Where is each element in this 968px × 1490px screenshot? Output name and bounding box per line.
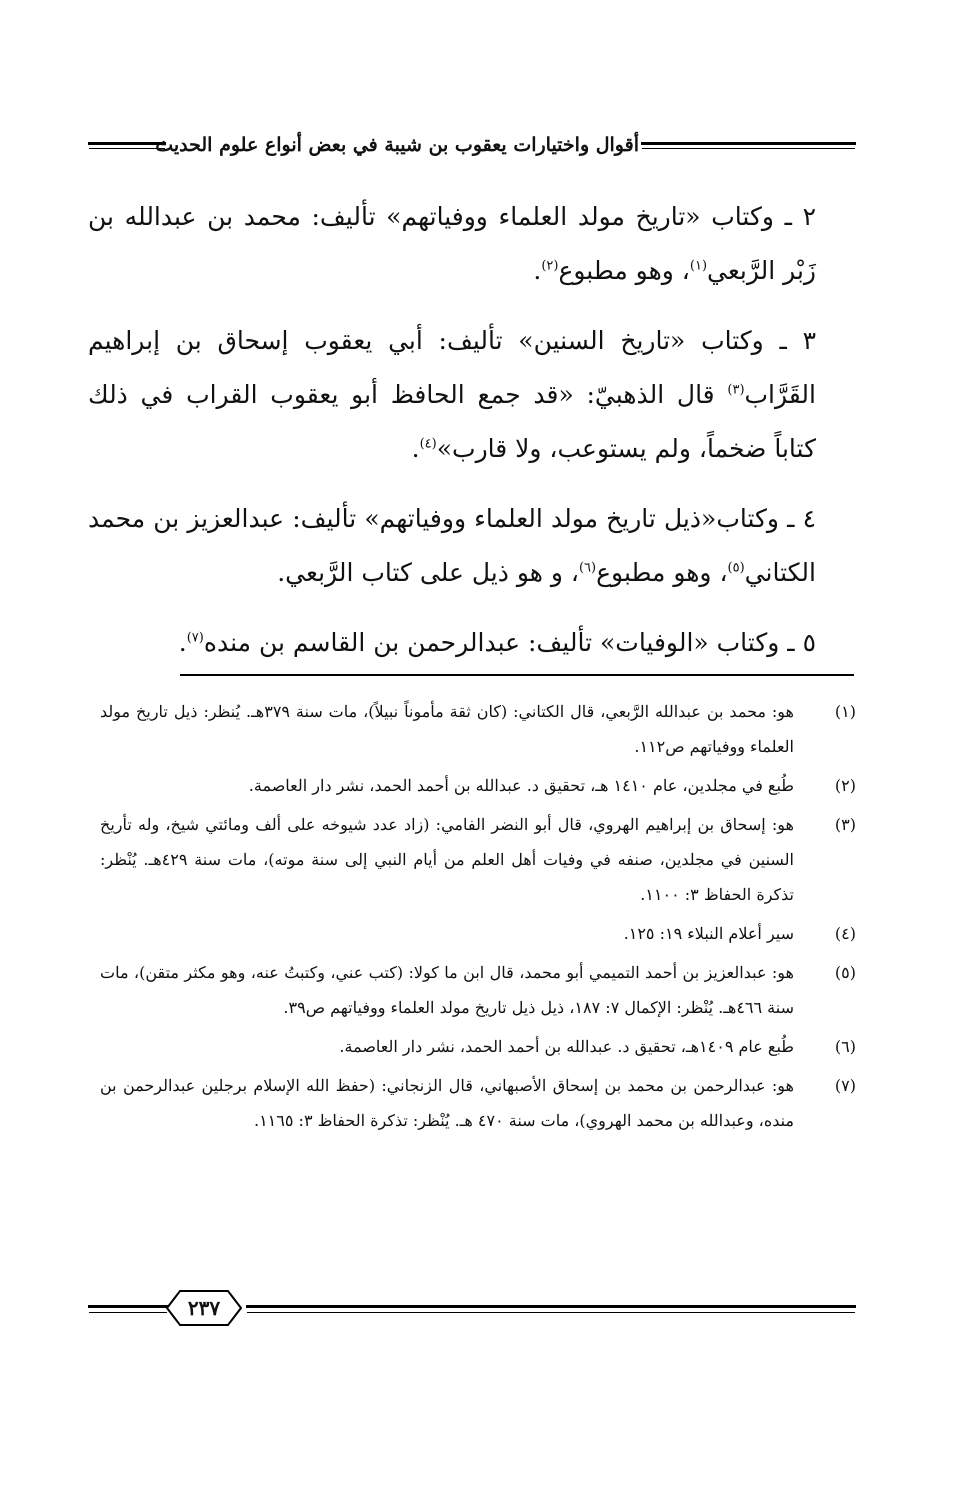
item-text: وكتاب«ذيل تاريخ مولد العلماء ووفياتهم» تأليف: عبدالعزيز بن محمد الكتاني — [88, 504, 816, 587]
list-item — [88, 314, 816, 476]
footnote-text: هو: عبدالعزيز بن أحمد التميمي أبو محمد، قال ابن ما كولا: (كتب عني، وكتبتُ عنه، وهو مكثر متقن)، مات سنة ٤٦٦هـ. يُنْظر: الإكمال ٧: ١٨٧، ذيل ذيل تاريخ مولد العلماء ووفياتهم ص٣٩. — [100, 963, 794, 1017]
item-number: ٢ ـ — [784, 202, 817, 231]
item-text: قال الذهبيّ: «قد جمع الحافظ أبو يعقوب القراب في ذلك كتاباً ضخماً، ولم يستوعب، ولا قارب» — [88, 380, 816, 463]
item-text: . — [178, 628, 187, 657]
item-text: ، و هو ذيل على كتاب الرَّبعي. — [277, 558, 579, 587]
footnote-text: هو: إسحاق بن إبراهيم الهروي، قال أبو النضر الفامي: (زاد عدد شيوخه على ألف ومائتي شيخ، وله تأريخ السنين في مجلدين، صنفه في وفيات أهل العلم من أيام النبي إلى سنة موته)، مات سنة ٤٢٩هـ. يُنْظر: تذكرة الحفاظ ٣: ١١٠٠. — [100, 815, 794, 904]
list-item — [88, 492, 816, 600]
footnote-ref[interactable]: (٢) — [541, 258, 559, 274]
footnote-text: سير أعلام النبلاء ١٩: ١٢٥. — [623, 924, 794, 943]
footnote-ref[interactable]: (٤) — [419, 436, 437, 452]
footnote-text: طُبع في مجلدين، عام ١٤١٠ هـ، تحقيق د. عبدالله بن أحمد الحمد، نشر دار العاصمة. — [248, 776, 794, 795]
item-text: . — [533, 256, 542, 285]
item-number: ٣ ـ — [779, 326, 816, 355]
footnote — [100, 807, 856, 912]
item-text: وكتاب «تاريخ مولد العلماء ووفياتهم» تأليف: محمد بن عبدالله بن زَبْر الرَّبعي — [88, 202, 816, 285]
footnote-text: هو: عبدالرحمن بن محمد بن إسحاق الأصبهاني، قال الزنجاني: (حفظ الله الإسلام برجلين عبدالرحمن بن منده، وعبدالله بن محمد الهروي)، مات سنة ٤٧٠ هـ. يُنْظر: تذكرة الحفاظ ٣: ١١٦٥. — [100, 1076, 794, 1130]
footnote — [100, 768, 856, 803]
item-text: ، وهو مطبوع — [558, 256, 690, 285]
footnote-ref[interactable]: (١) — [689, 258, 708, 274]
footnote-number: (٢) — [834, 776, 856, 795]
footnote-number: (٥) — [834, 963, 856, 982]
footnote-number: (١) — [834, 702, 856, 721]
footnote — [100, 694, 856, 764]
page-number: ٢٣٧ — [187, 1296, 221, 1320]
item-number: ٤ ـ — [787, 504, 817, 533]
footnote-number: (٤) — [834, 924, 856, 943]
item-text: وكتاب «تاريخ السنين» تأليف: أبي يعقوب إسحاق بن إبراهيم القَرَّاب — [88, 326, 816, 409]
item-number: ٥ ـ — [787, 628, 816, 657]
page-footer — [88, 1288, 856, 1338]
item-text: وكتاب «الوفيات» تأليف: عبدالرحمن بن القاسم بن منده — [203, 628, 780, 657]
list-item — [88, 616, 816, 670]
footnote-number: (٣) — [834, 815, 856, 834]
item-text: . — [411, 434, 420, 463]
footnote-ref[interactable]: (٣) — [727, 382, 745, 398]
main-text — [88, 190, 816, 686]
running-title: أقوال واختيارات يعقوب بن شيبة في بعض أنواع علوم الحديث — [155, 134, 639, 156]
footnote-ref[interactable]: (٧) — [186, 630, 204, 646]
footer-rule-left — [88, 1305, 168, 1308]
footnote — [100, 955, 856, 1025]
footnote-separator — [180, 674, 854, 676]
running-header — [88, 128, 856, 168]
footnote — [100, 916, 856, 951]
footer-rule-right — [246, 1305, 856, 1308]
footnote-text: طُبع عام ١٤٠٩هـ، تحقيق د. عبدالله بن أحمد الحمد، نشر دار العاصمة. — [339, 1037, 794, 1056]
footnote — [100, 1029, 856, 1064]
footnote-ref[interactable]: (٥) — [727, 560, 745, 576]
footnotes — [100, 694, 856, 1142]
footnote-ref[interactable]: (٦) — [578, 560, 597, 576]
footnote — [100, 1068, 856, 1138]
footnote-number: (٧) — [834, 1076, 856, 1095]
item-text: ، وهو مطبوع — [596, 558, 728, 587]
footnote-number: (٦) — [834, 1037, 856, 1056]
header-rule-right — [641, 142, 856, 145]
footnote-text: هو: محمد بن عبدالله الرَّبعي، قال الكتاني: (كان ثقة مأموناً نبيلاً)، مات سنة ٣٧٩هـ. يُنظر: ذيل تاريخ مولد العلماء ووفياتهم ص١١٢. — [100, 702, 794, 756]
list-item — [88, 190, 816, 298]
